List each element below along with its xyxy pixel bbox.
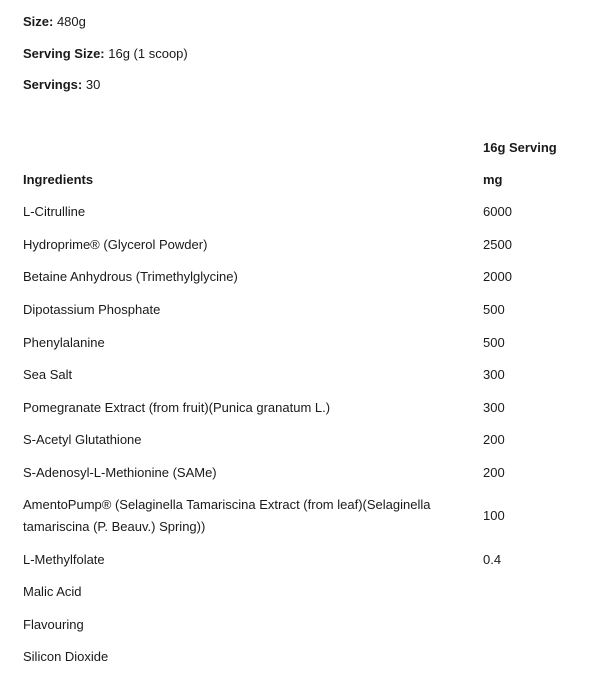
ingredient-amount bbox=[483, 641, 583, 674]
servings-value: 30 bbox=[82, 77, 101, 92]
ingredient-amount: 300 bbox=[483, 399, 505, 415]
table-row bbox=[23, 457, 583, 490]
table-header-row bbox=[23, 132, 583, 164]
ingredient-amount: 6000 bbox=[483, 204, 512, 220]
ingredient-amount: 100 bbox=[483, 508, 505, 524]
ingredient-name: Malic Acid bbox=[23, 584, 82, 600]
serving-size-label: Serving Size: bbox=[23, 46, 105, 61]
table-row bbox=[23, 609, 583, 642]
table-row bbox=[23, 261, 583, 294]
ingredients-table-wrap bbox=[23, 132, 583, 674]
servings-label: Servings: bbox=[23, 77, 83, 92]
ingredient-name: L-Citrulline bbox=[23, 204, 86, 220]
ingredient-name: Flavouring bbox=[23, 616, 84, 632]
size-line bbox=[23, 14, 86, 30]
ingredient-amount: 200 bbox=[483, 465, 505, 481]
table-row bbox=[23, 359, 583, 392]
ingredient-name: Betaine Anhydrous (Trimethylglycine) bbox=[23, 269, 238, 285]
ingredient-amount: 500 bbox=[483, 302, 505, 318]
ingredient-amount: 300 bbox=[483, 367, 505, 383]
ingredient-name: S-Acetyl Glutathione bbox=[23, 432, 142, 448]
ingredient-name: Dipotassium Phosphate bbox=[23, 302, 161, 318]
ingredient-amount: 2000 bbox=[483, 269, 512, 285]
ingredient-amount: 200 bbox=[483, 432, 505, 448]
table-row bbox=[23, 326, 583, 359]
table-row bbox=[23, 229, 583, 262]
ingredient-amount bbox=[483, 576, 583, 609]
ingredient-amount: 2500 bbox=[483, 236, 512, 252]
servings-line bbox=[23, 77, 100, 93]
ingredient-amount bbox=[483, 609, 583, 642]
ingredient-amount: 500 bbox=[483, 334, 505, 350]
size-label: Size: bbox=[23, 14, 54, 29]
ingredient-name: Pomegranate Extract (from fruit)(Punica granatum L.) bbox=[23, 399, 331, 415]
table-row bbox=[23, 294, 583, 327]
ingredient-name: L-Methylfolate bbox=[23, 551, 105, 567]
table-row bbox=[23, 489, 583, 543]
table-subheader-row bbox=[23, 164, 583, 196]
empty-header-cell bbox=[23, 132, 483, 164]
table-row bbox=[23, 641, 583, 674]
table-row bbox=[23, 543, 583, 576]
ingredient-name: Silicon Dioxide bbox=[23, 649, 109, 665]
table-row bbox=[23, 576, 583, 609]
table-row bbox=[23, 424, 583, 457]
ingredient-amount: 0.4 bbox=[483, 551, 502, 567]
serving-size-value: 16g (1 scoop) bbox=[104, 46, 188, 61]
table-row bbox=[23, 196, 583, 229]
unit-header: mg bbox=[483, 172, 503, 187]
serving-size-line bbox=[23, 46, 188, 62]
serving-header: 16g Serving bbox=[483, 140, 557, 155]
ingredient-name: AmentoPump® (Selaginella Tamariscina Extract (from leaf)(Selaginella tamariscina (P. Beauv.) Spring)) bbox=[23, 497, 431, 535]
ingredients-table bbox=[23, 132, 583, 674]
ingredients-rows bbox=[23, 196, 583, 674]
table-row bbox=[23, 392, 583, 425]
ingredient-name: Sea Salt bbox=[23, 367, 73, 383]
ingredient-name: Hydroprime® (Glycerol Powder) bbox=[23, 236, 208, 252]
ingredient-name: S-Adenosyl-L-Methionine (SAMe) bbox=[23, 465, 217, 481]
size-value: 480g bbox=[53, 14, 86, 29]
ingredients-header: Ingredients bbox=[23, 172, 94, 187]
ingredient-name: Phenylalanine bbox=[23, 334, 105, 350]
